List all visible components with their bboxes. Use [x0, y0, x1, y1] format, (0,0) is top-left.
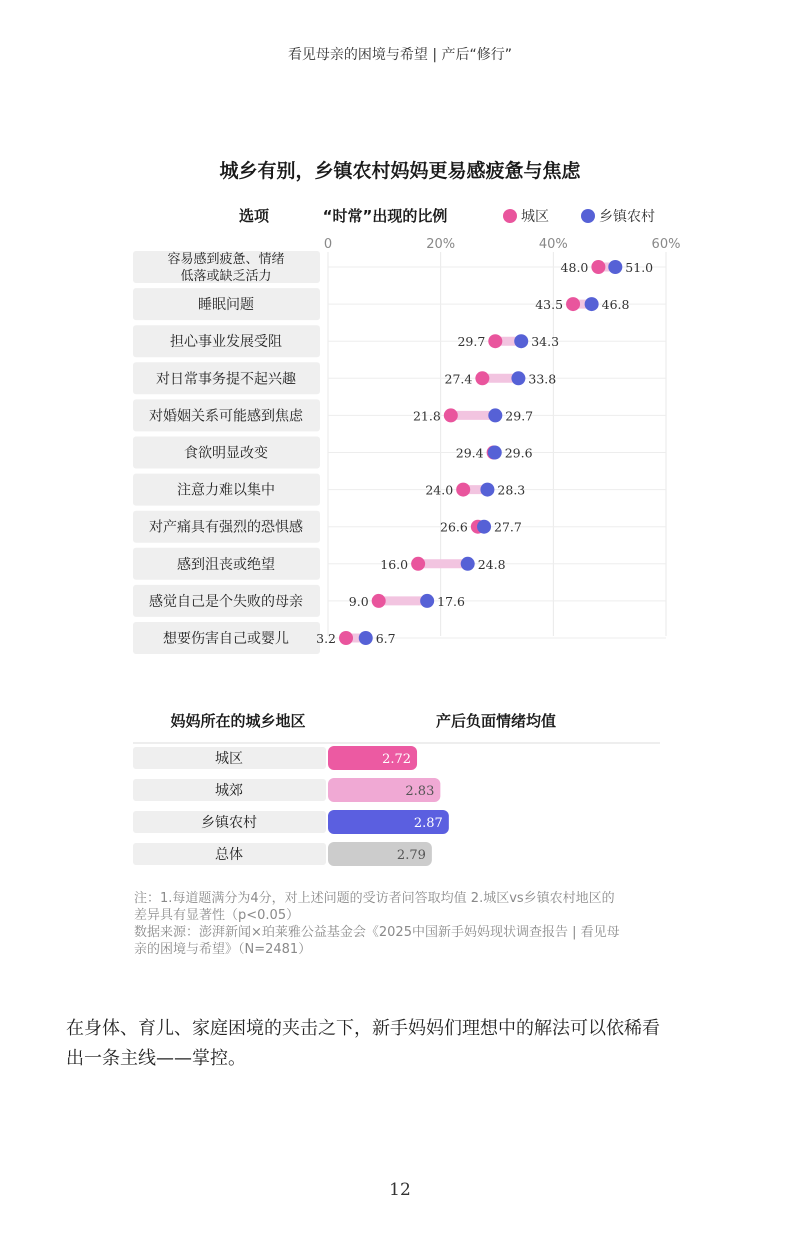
bar-value-label: 2.83 [405, 784, 435, 799]
point-urban [339, 631, 353, 645]
point-rural [420, 594, 434, 608]
chart-title: 城乡有别，乡镇农村妈妈更易感疲惫与焦虑 [219, 160, 581, 182]
point-rural [608, 260, 622, 274]
data-label-rural: 28.3 [497, 482, 526, 498]
point-urban [411, 557, 425, 571]
data-label-rural: 6.7 [375, 631, 396, 646]
point-rural [511, 371, 525, 385]
category-label: 感到沮丧或绝望 [177, 556, 275, 573]
point-rural [477, 520, 491, 534]
category-label: 担心事业发展受阻 [170, 334, 282, 351]
legend-swatch [503, 209, 517, 223]
data-label-urban: 3.2 [316, 631, 337, 646]
category-label: 注意力难以集中 [177, 482, 275, 499]
data-label-urban: 27.4 [444, 371, 473, 387]
data-label-rural: 46.8 [601, 297, 630, 313]
bar-category-label: 乡镇农村 [201, 815, 257, 831]
data-label-urban: 29.7 [457, 334, 486, 350]
data-label-urban: 29.4 [455, 445, 484, 461]
category-label: 容易感到疲惫、情绪 [167, 252, 285, 267]
point-urban [591, 260, 605, 274]
data-label-rural: 51.0 [625, 260, 654, 275]
category-label: 食欲明显改变 [184, 445, 268, 462]
category-header: 选项 [238, 207, 270, 225]
data-label-urban: 21.8 [412, 408, 441, 424]
category-label: 对日常事务提不起兴趣 [156, 371, 296, 388]
x-tick-label: 20% [426, 237, 456, 252]
category-label: 感觉自己是个失败的母亲 [149, 593, 303, 610]
data-label-rural: 29.7 [505, 408, 534, 424]
x-tick-label: 40% [538, 237, 568, 252]
data-label-urban: 24.0 [425, 482, 454, 498]
x-tick-label: 0 [323, 237, 333, 252]
point-urban [488, 334, 502, 348]
point-urban [566, 297, 580, 311]
bar-value-label: 2.72 [382, 752, 412, 767]
bar-value-label: 2.79 [396, 848, 426, 863]
bar-category-label: 城郊 [215, 783, 243, 799]
point-urban [444, 408, 458, 422]
data-label-urban: 48.0 [560, 260, 589, 275]
footnote-line: 注：1.每道题满分为4分，对上述问题的受访者问答取均值 2.城区vs乡镇农村地区的 [134, 891, 615, 906]
data-label-rural: 34.3 [531, 334, 560, 350]
category-header: 妈妈所在的城乡地区 [170, 712, 306, 730]
legend-label: 城区 [521, 209, 549, 225]
data-label-rural: 17.6 [437, 593, 465, 609]
point-rural [585, 297, 599, 311]
category-label: 低落或缺乏活力 [180, 269, 272, 284]
data-label-urban: 9.0 [348, 593, 369, 609]
footnote-source-line: 数据来源：澎湃新闻×珀莱雅公益基金会《2025中国新手妈妈现状调查报告 | 看见母 [134, 925, 620, 940]
data-label-urban: 43.5 [535, 297, 564, 313]
category-label: 对婚姻关系可能感到焦虑 [149, 408, 303, 425]
legend-swatch [581, 209, 595, 223]
bar-category-label: 总体 [215, 847, 243, 863]
point-rural [359, 631, 373, 645]
legend-label: 乡镇农村 [599, 209, 655, 225]
data-label-rural: 24.8 [477, 556, 506, 572]
category-label: 想要伤害自己或婴儿 [163, 631, 289, 647]
value-header: “时常”出现的比例 [322, 207, 448, 225]
body-line: 出一条主线——掌控。 [66, 1048, 246, 1069]
point-rural [514, 334, 528, 348]
value-header: 产后负面情绪均值 [435, 712, 557, 730]
bar-value-label: 2.87 [413, 816, 443, 831]
category-label: 对产痛具有强烈的恐惧感 [149, 519, 303, 536]
point-urban [475, 371, 489, 385]
x-tick-label: 60% [651, 237, 681, 252]
point-rural [488, 408, 502, 422]
footnote-line: 差异具有显著性（p<0.05） [134, 908, 300, 923]
data-label-urban: 26.6 [440, 519, 468, 535]
page-number: 12 [389, 1180, 411, 1200]
point-rural [488, 446, 502, 460]
bar-category-label: 城区 [215, 751, 243, 767]
footnote-source-line: 亲的困境与希望》（N=2481） [134, 942, 312, 957]
point-rural [461, 557, 475, 571]
data-label-urban: 16.0 [380, 556, 409, 572]
data-label-rural: 29.6 [504, 445, 533, 461]
body-line: 在身体、育儿、家庭困境的夹击之下，新手妈妈们理想中的解法可以依稀看 [66, 1018, 660, 1039]
body-paragraph [66, 1014, 746, 1074]
point-urban [456, 483, 470, 497]
data-label-rural: 27.7 [494, 519, 522, 535]
point-urban [372, 594, 386, 608]
point-rural [480, 483, 494, 497]
category-label: 睡眠问题 [198, 297, 254, 314]
data-label-rural: 33.8 [528, 371, 557, 387]
chart-footnote [134, 890, 694, 958]
page-header: 看见母亲的困境与希望 | 产后“修行” [287, 47, 513, 63]
